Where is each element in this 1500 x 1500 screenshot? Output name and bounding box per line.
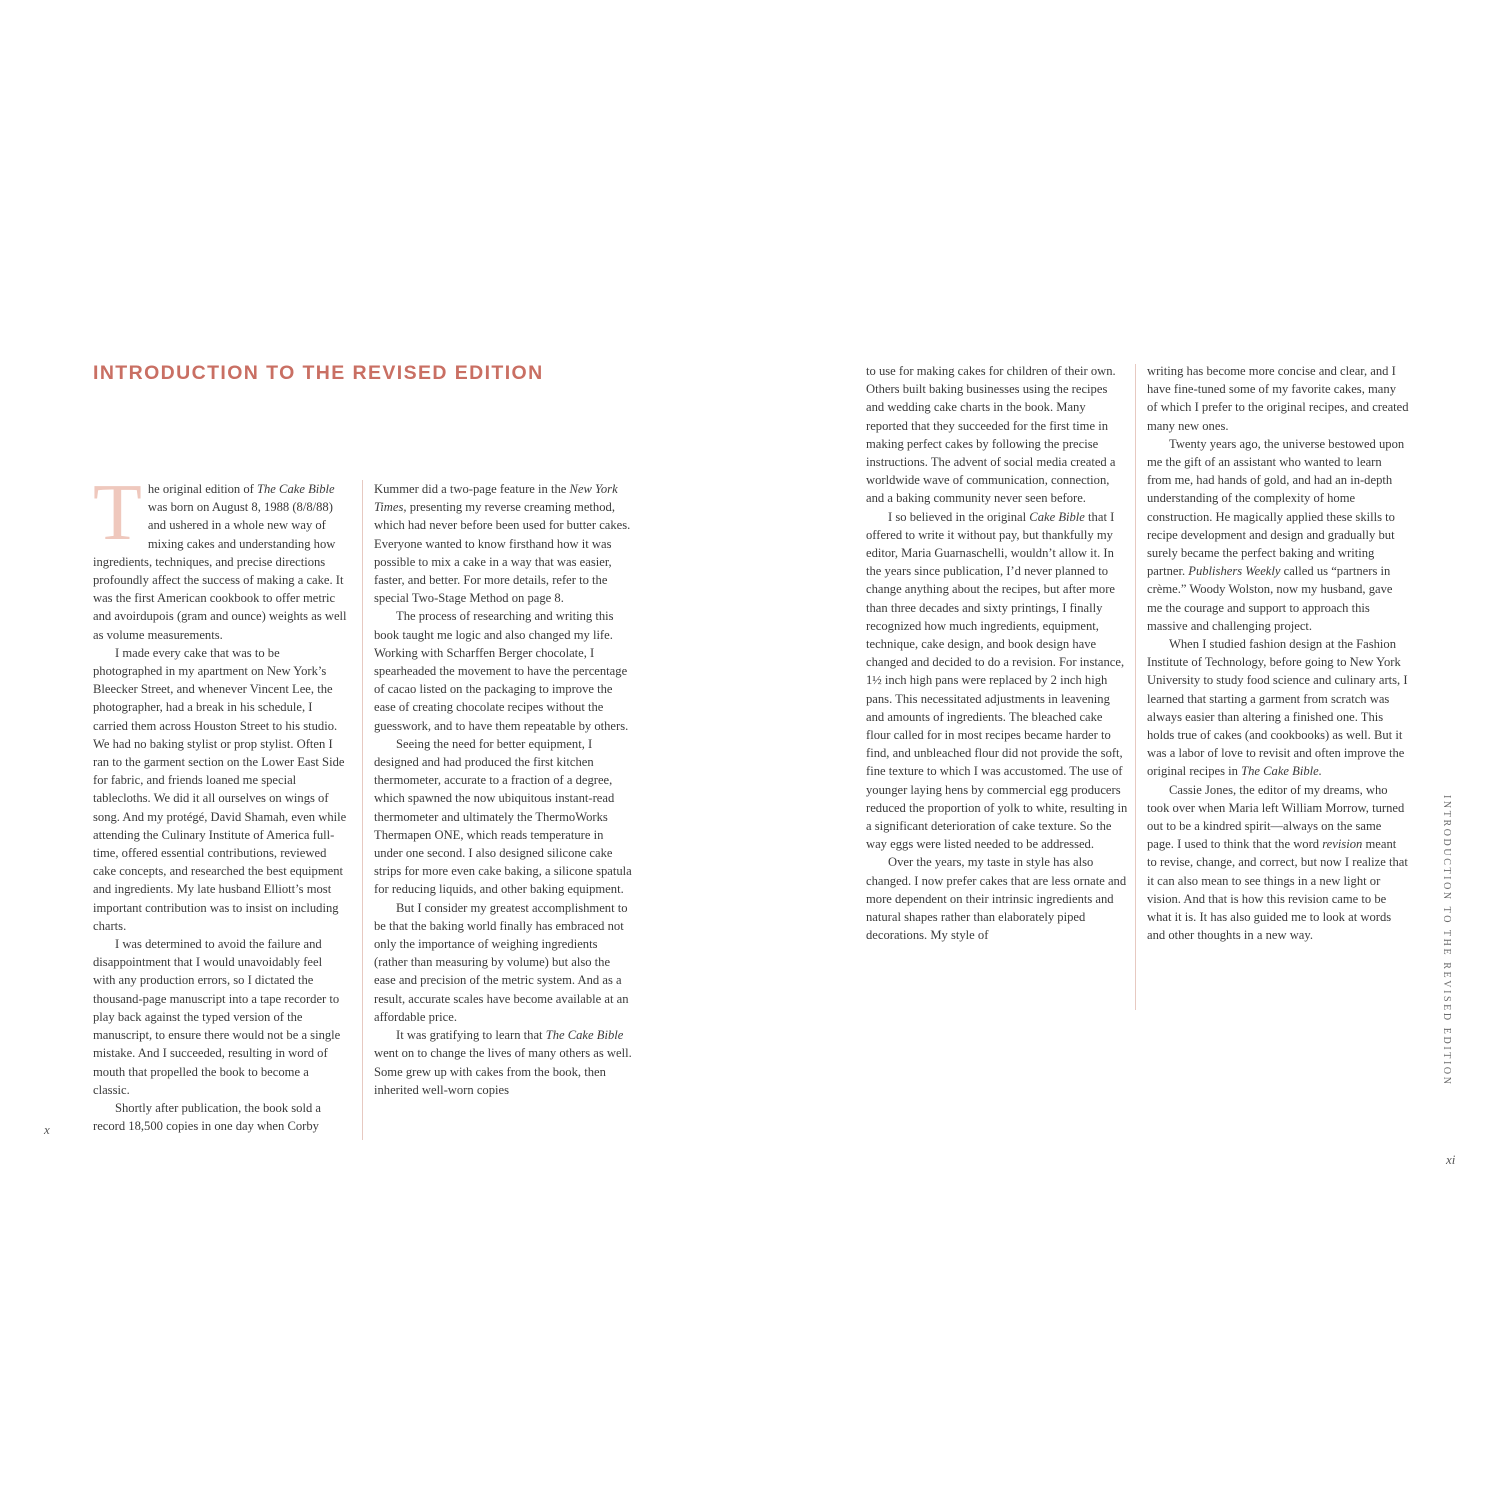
page-number-right: xi bbox=[1446, 1152, 1456, 1167]
italic-word: revision bbox=[1322, 837, 1363, 852]
paragraph bbox=[1147, 781, 1409, 945]
text-run: that I offered to write it without pay, but thankfully my editor, Maria Guarnaschelli, wouldn’t allow it. In the years since publication, I’d never planned to change anything about the recipes, but after more than three decades and sixty printings, I finally recognized how much ingredients, equipment, technique, cake design, and book design have changed and decided to do a revision. For instance, 1½ inch high pans were replaced by 2 inch high pans. This necessitated adjustments in leavening and amounts of ingredients. The bleached cake flour called for in most recipes became harder to find, and unbleached flour did not provide the soft, fine texture to which I was accustomed. The use of younger laying hens by commercial egg producers reduced the proportion of yolk to white, resulting in a significant deterioration of cake texture. So the way eggs were listed needed to be addressed. bbox=[866, 509, 1128, 852]
publication-italic: New York Times, bbox=[374, 482, 618, 515]
text-run: It was gratifying to learn that bbox=[396, 1028, 546, 1043]
text-run: called us “partners in crème.” Woody Wolston, now my husband, gave me the courage and support to approach this massive and challenging project. bbox=[1147, 564, 1393, 633]
paragraph bbox=[1147, 635, 1409, 781]
book-title-italic: The Cake Bible bbox=[257, 482, 335, 496]
paragraph: Over the years, my taste in style has also changed. I now prefer cakes that are less ornate and more dependent on their intrinsic ingredients and natural shapes rather than elaborately piped decorations. My style of bbox=[866, 855, 1127, 943]
paragraph: to use for making cakes for children of their own. Others built baking businesses using the recipes and wedding cake charts in the book. Many reported that they succeeded for the first time in making perfect cakes by following the precise instructions. The advent of social media created a worldwide wave of communication, connection, and a baking community never seen before. bbox=[866, 364, 1116, 506]
paragraph bbox=[374, 1026, 634, 1099]
drop-cap: T bbox=[93, 469, 142, 557]
paragraph: Shortly after publication, the book sold a record 18,500 copies in one day when Corby bbox=[93, 1100, 322, 1134]
text-run: was born on August 8, 1988 (8/8/88) and ushered in a whole new way of mixing cakes and understanding how ingredients, techniques, and precise directions profoundly affect the success of making a cake. It was the first American cookbook to offer metric and avoirdupois (gram and ounce) weights as well as volume measurements. bbox=[93, 500, 347, 642]
text-run: he original edition of bbox=[147, 482, 257, 496]
text-run: Twenty years ago, the universe bestowed upon me the gift of an assistant who wanted to learn from me, had hands of gold, and had an in-depth understanding of the complexity of home construction. He magically applied these skills to recipe development and design and gradually but surely became the perfect baking and writing partner. bbox=[1147, 436, 1405, 579]
paragraph: I was determined to avoid the failure and disappointment that I would unavoidably feel with any production errors, so I dictated the thousand-page manuscript into a tape recorder to play back against the typed version of the manuscript, to ensure there would not be a single mistake. And I succeeded, resulting in word of mouth that propelled the book to become a classic. bbox=[93, 937, 341, 1097]
paragraph bbox=[866, 508, 1128, 854]
book-title-italic: The Cake Bible bbox=[545, 1028, 624, 1043]
text-run: Kummer did a two-page feature in the bbox=[374, 482, 570, 496]
right-page-column-1 bbox=[866, 362, 1128, 945]
book-title-italic: The Cake Bible. bbox=[1241, 764, 1322, 779]
text-run: Cassie Jones, the editor of my dreams, who took over when Maria left William Morrow, turned out to be a kindred spirit—always on the same page. I used to think that the word bbox=[1147, 782, 1405, 852]
text-run: When I studied fashion design at the Fashion Institute of Technology, before going to New York University to study food science and culinary arts, I learned that starting a garment from scratch was always easier than altering a finished one. This holds true of cakes (and cookbooks) as well. But it was a labor of love to revisit and often improve the original recipes in bbox=[1147, 637, 1408, 779]
text-run: I so believed in the original bbox=[888, 509, 1030, 524]
paragraph bbox=[93, 469, 347, 644]
publication-italic: Publishers Weekly bbox=[1188, 564, 1281, 579]
left-page-column-2 bbox=[374, 480, 634, 1099]
text-run: presenting my reverse creaming method, which had never before been used for butter cakes. Everyone wanted to know firsthand how it was possible to mix a cake in a way that was easier, faster, and better. For more details, refer to the special Two-Stage Method on page 8. bbox=[374, 500, 631, 606]
text-run: meant to revise, change, and correct, but now I realize that it can also mean to see things in a new light or vision. And that is how this revision came to be what it is. It has also guided me to look at words and other thoughts in a new way. bbox=[1147, 837, 1408, 943]
running-head-vertical: INTRODUCTION TO THE REVISED EDITION bbox=[1441, 795, 1452, 1087]
paragraph: Seeing the need for better equipment, I designed and had produced the first kitchen thermometer, accurate to a fraction of a degree, which spawned the now ubiquitous instant-read thermometer and ultimately the ThermoWorks Thermapen ONE, which reads temperature in under one second. I also designed silicone cake strips for more even cake baking, a silicone spatula for reducing liquids, and other baking equipment. bbox=[374, 736, 632, 897]
paragraph: The process of researching and writing this book taught me logic and also changed my life. Working with Scharffen Berger chocolate, I spearheaded the movement to have the percentage of cacao listed on the packaging to improve the ease of creating chocolate recipes without the guesswork, and to have them repeatable by others. bbox=[374, 609, 629, 733]
paragraph bbox=[1147, 435, 1409, 635]
left-page-column-1 bbox=[93, 469, 347, 1135]
paragraph: I made every cake that was to be photographed in my apartment on New York’s Bleecker Street, and whenever Vincent Lee, the photographer, had a break in his schedule, I carried them across Houston Street to his studio. We had no baking stylist or prop stylist. Often I ran to the garment section on the Lower East Side for fabric, and friends loaned me special tablecloths. We did it all ourselves on wings of song. And my protégé, David Shamah, even while attending the Culinary Institute of America full-time, offered essential contributions, reviewed cake concepts, and researched the best equipment and ingredients. My late husband Elliott’s most important contribution was to insist on including charts. bbox=[93, 645, 347, 933]
book-title-italic: Cake Bible bbox=[1029, 509, 1085, 524]
paragraph: But I consider my greatest accomplishment to be that the baking world finally has embraced not only the importance of weighing ingredients (rather than measuring by volume) but also the ease and precision of the metric system. And as a result, accurate scales have become available at an affordable price. bbox=[374, 900, 629, 1024]
paragraph bbox=[374, 480, 634, 607]
column-rule bbox=[362, 480, 363, 1140]
text-run: went on to change the lives of many others as well. Some grew up with cakes from the book, then inherited well-worn copies bbox=[374, 1046, 632, 1097]
paragraph: writing has become more concise and clear, and I have fine-tuned some of my favorite cakes, many of which I prefer to the original recipes, and created many new ones. bbox=[1147, 364, 1409, 433]
chapter-title: INTRODUCTION TO THE REVISED EDITION bbox=[93, 362, 544, 384]
column-rule bbox=[1135, 364, 1136, 1010]
page-number-left: x bbox=[44, 1122, 50, 1137]
right-page-column-2 bbox=[1147, 362, 1409, 945]
